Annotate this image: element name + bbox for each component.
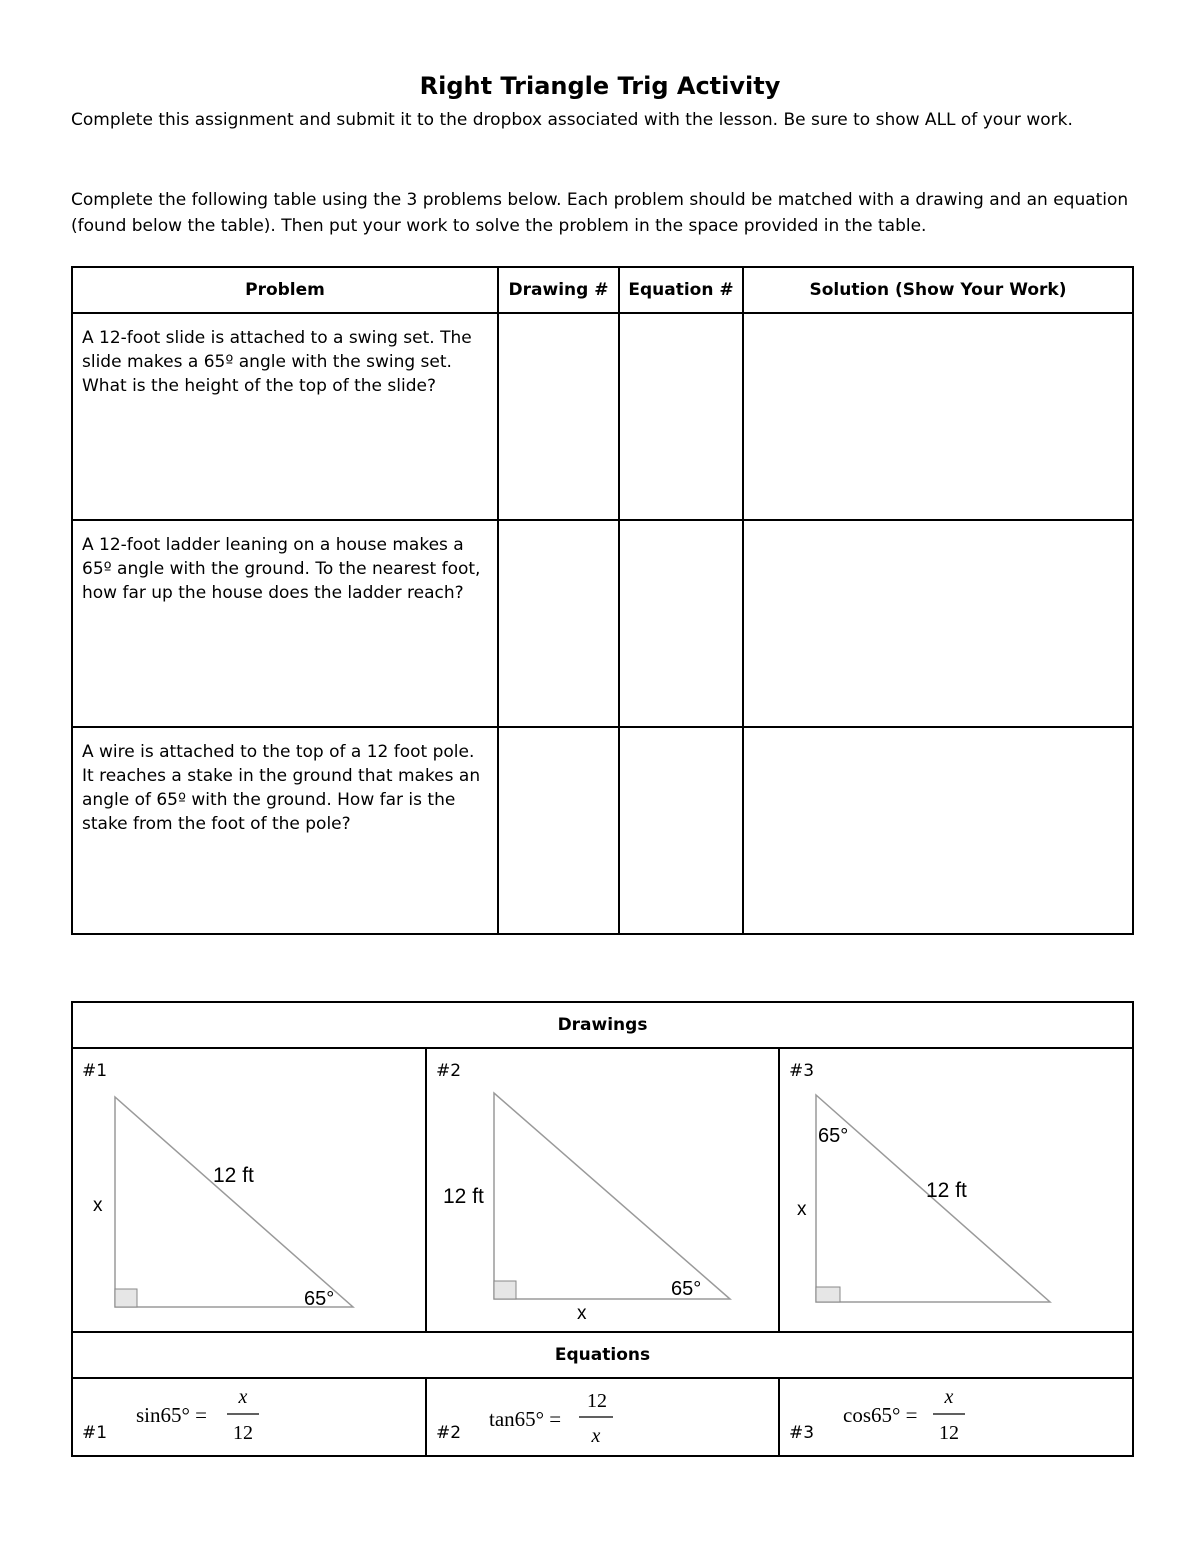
equation-formula — [427, 1379, 777, 1455]
triangle-diagram — [780, 1049, 1130, 1331]
equation-3 — [779, 1378, 1133, 1456]
drawing-number-cell[interactable] — [498, 727, 619, 934]
intro-text: Complete this assignment and submit it to the dropbox associated with the lesson. Be sure to show ALL of your work. — [71, 110, 1073, 130]
angle-label: 65° — [304, 1288, 335, 1310]
header-equation: Equation # — [619, 267, 743, 313]
drawing-number-cell[interactable] — [498, 520, 619, 727]
equation-formula — [73, 1379, 423, 1455]
drawing-label: #1 — [82, 1061, 108, 1081]
drawing-number-cell[interactable] — [498, 313, 619, 520]
equation-2 — [426, 1378, 779, 1456]
solution-cell[interactable] — [743, 313, 1133, 520]
drawings-heading: Drawings — [72, 1002, 1133, 1048]
vertical-side-label: 12 ft — [443, 1185, 484, 1208]
equation-formula — [780, 1379, 1130, 1455]
table-row — [72, 727, 1133, 934]
problem-text: A 12-foot slide is attached to a swing set. The slide makes a 65º angle with the swing set. What is the height of the top of the slide? — [72, 313, 498, 520]
drawing-2 — [426, 1048, 779, 1332]
angle-label: 65° — [818, 1125, 849, 1147]
equation-lhs: cos65° = — [843, 1403, 918, 1427]
table-row — [72, 520, 1133, 727]
reference-table — [71, 1001, 1134, 1457]
page-title: Right Triangle Trig Activity — [419, 72, 781, 100]
triangle-diagram — [427, 1049, 777, 1331]
drawing-label: #2 — [436, 1061, 462, 1081]
work-table — [71, 266, 1134, 935]
bottom-side-label: x — [577, 1303, 587, 1324]
problem-text: A wire is attached to the top of a 12 foot pole. It reaches a stake in the ground that makes an angle of 65º with the ground. How far is the stake from the foot of the pole? — [72, 727, 498, 934]
equation-denominator: 12 — [233, 1422, 253, 1444]
equation-label: #2 — [436, 1423, 462, 1443]
problem-text: A 12-foot ladder leaning on a house makes a 65º angle with the ground. To the nearest foot, how far up the house does the ladder reach? — [72, 520, 498, 727]
equation-1 — [72, 1378, 426, 1456]
instructions-text: Complete the following table using the 3 problems below. Each problem should be matched with a drawing and an equation (found below the table). Then put your work to solve the problem in the space provided in the table. — [71, 190, 1129, 236]
equations-heading: Equations — [72, 1332, 1133, 1378]
equation-numerator: x — [944, 1386, 954, 1408]
equation-lhs: tan65° = — [489, 1407, 562, 1431]
solution-cell[interactable] — [743, 520, 1133, 727]
equation-label: #1 — [82, 1423, 108, 1443]
equation-numerator: 12 — [587, 1390, 607, 1412]
equation-number-cell[interactable] — [619, 727, 743, 934]
drawing-3 — [779, 1048, 1133, 1332]
equation-denominator: x — [591, 1425, 601, 1447]
equation-numerator: x — [238, 1386, 248, 1408]
side-label: x — [797, 1199, 807, 1220]
header-drawing: Drawing # — [498, 267, 619, 313]
equation-number-cell[interactable] — [619, 520, 743, 727]
header-problem: Problem — [72, 267, 498, 313]
triangle-diagram — [73, 1049, 423, 1331]
solution-cell[interactable] — [743, 727, 1133, 934]
equation-label: #3 — [789, 1423, 815, 1443]
drawing-1 — [72, 1048, 426, 1332]
equation-lhs: sin65° = — [136, 1403, 207, 1427]
equation-number-cell[interactable] — [619, 313, 743, 520]
hypotenuse-label: 12 ft — [926, 1179, 967, 1202]
angle-label: 65° — [671, 1278, 702, 1300]
table-row — [72, 313, 1133, 520]
hypotenuse-label: 12 ft — [213, 1164, 254, 1187]
side-label: x — [93, 1195, 103, 1216]
header-solution: Solution (Show Your Work) — [743, 267, 1133, 313]
drawing-label: #3 — [789, 1061, 815, 1081]
work-table-header-row — [72, 267, 1133, 313]
equation-denominator: 12 — [939, 1422, 959, 1444]
